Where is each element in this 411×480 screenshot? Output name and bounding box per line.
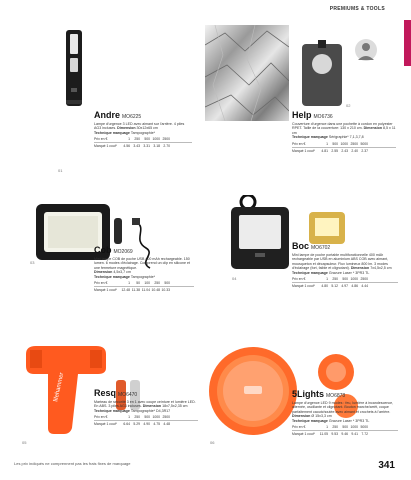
product-description: Mini lampe de poche portable multifonctionnelle 400 mAh rechargeable par USB en aluminium ABS COB avec aimant, mousqueton et décapsuleur. Flux lumineux 800 lm. 3 modes d'éclairage (fort, faible et clignotant). Dimension 7x4,5x2,5 cm Technique marquage Gravure Laser * 3PR3 TL: [292, 253, 392, 275]
emergency-blanket-image: [205, 25, 289, 121]
product-cob: [94, 245, 194, 292]
boc-image-tag: 04: [232, 276, 237, 281]
price-table: Prix en € 1 250 500 1000 5000 Marqué 1 coul* 11.05 9.53 9.46 9.41 7.72: [292, 425, 398, 436]
footer-note: Les prix indiqués ne comprennent pas les frais fixes de marquage: [14, 461, 131, 466]
product-description: Couverture d'urgence dans une pochette à cordon en polyester RPET. Taille de la couverture: 130 x 210 cm. Dimension 8,5 x 11 cm Technique marquage Sérigraphie* 7,1,3,7,8: [292, 122, 396, 140]
product-5lights: [292, 389, 398, 436]
product-title: Help MO6736: [292, 110, 333, 120]
help-badge-image: [354, 38, 378, 66]
boc-lamp-image: [225, 195, 295, 275]
product-boc: [292, 241, 398, 288]
product-description: Lampe d'urgence LED 9 modes : feu, lumière à incandescence, alternée, oscillante et clignotant. Bouton marche/arrêt, coque parfaitement caoutchoutée avec aimant et crochets à l'arrière. Dimension Ø 15x3,3 cm Technique marquage Gravure Laser * 3PR3 TL: [292, 401, 394, 423]
cob-image-tag: 03: [30, 260, 35, 265]
price-table: Prix en € 1 250 500 1000 2500 Marqué 1 coul* 4.56 3.43 3.31 3.18 2.70: [94, 137, 192, 148]
product-title: Resq MO6470: [94, 388, 138, 398]
help-image-tag: 02: [346, 103, 351, 108]
help-pouch-image: [300, 40, 344, 108]
price-table: Prix en € 1 50 100 250 500 Marqué 1 coul* 12.48 11.38 11.04 10.48 10.33: [94, 281, 194, 292]
resq-image-tag: 05: [22, 440, 27, 445]
product-resq: [94, 388, 198, 427]
5lights-lamp-image: [206, 344, 300, 438]
andre-image-tag: 01: [58, 168, 63, 173]
price-table: Prix en € 1 250 500 1000 2500 Marqué 1 coul* 4.80 5.12 4.97 4.86 4.44: [292, 277, 398, 288]
product-description: Marteau de sécurité 3 en 1 avec coupe ceinture et lumière LED. En ABS. 3 piles AG3 incluses. Dimension 18x7,5x2,35 cm Technique marquage Tampographie* D4,3R17: [94, 400, 196, 413]
andre-flashlight-image: [55, 28, 91, 110]
svg-text:lifehammer: lifehammer: [53, 372, 66, 403]
5lights-side-image: [316, 352, 356, 392]
section-header: PREMIUMS & TOOLS: [329, 6, 385, 12]
price-table: Prix en € 1 250 500 1000 2500 Marqué 1 coul* 6.64 5.29 4.90 4.75 4.48: [94, 415, 198, 426]
product-description: Mini lampe COB de poche USB 400 mAh rechargeable. 150 lumen. 6 modes d'éclairage. Comprend un clip en silicone et une fermeture magnétique. Dimension 4,5x3,7 cm Technique marquage Tampographie*: [94, 257, 190, 279]
page-number: 341: [378, 460, 395, 471]
product-andre: [94, 110, 192, 149]
product-description: Lampe d'urgence 3 LED avec aimant sur l'arrière. 4 piles AG3 incluses. Dimension 30x12x65 cm Technique marquage Tampographie*: [94, 122, 185, 135]
product-title: Boc MO6702: [292, 241, 331, 251]
5lights-image-tag: 06: [210, 440, 215, 445]
product-title: Andre MO6225: [94, 110, 142, 120]
price-table: Prix en € 1 500 1000 2500 5000 Marqué 1 coul* 4.81 2.55 2.43 2.40 2.37: [292, 142, 396, 153]
section-tab: [404, 20, 411, 66]
product-help: [292, 110, 396, 153]
product-title: 5Lights MO6878: [292, 389, 346, 399]
product-title: Cob MO2069: [94, 245, 133, 255]
